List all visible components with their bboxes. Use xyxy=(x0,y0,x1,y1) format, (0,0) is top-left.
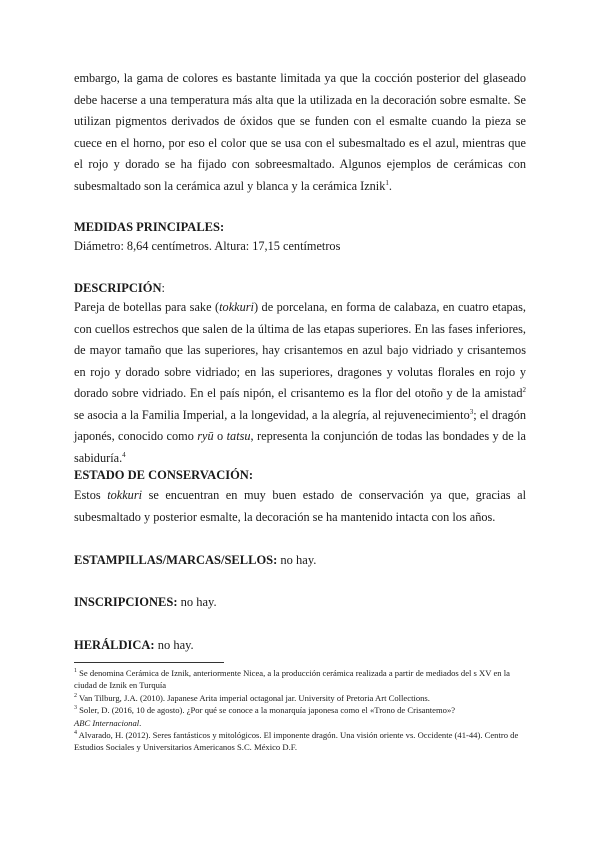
footnote-4: $^4$ Alvarado, H. (2012). Seres fantásticos y mitológicos. El imponente dragón. Una visión oriente vs. Occidente (41-44). Centro de Estudios Sociales y Universitarios Americanos S.C. México D.F. xyxy=(74,730,519,753)
estado-heading: ESTADO DE CONSERVACIÓN: xyxy=(74,468,253,482)
footnotes xyxy=(74,667,530,754)
footnote-ref-2[interactable]: 2 xyxy=(522,385,526,394)
inscripciones-line: INSCRIPCIONES: no hay. xyxy=(74,595,217,609)
heraldica-line: HERÁLDICA: no hay. xyxy=(74,638,194,652)
medidas-text: Diámetro: 8,64 centímetros. Altura: 17,15 centímetros xyxy=(74,239,341,253)
footnote-1: $^1$ Se denomina Cerámica de Iznik, anteriormente Nicea, a la producción cerámica realizada a partir de mediados del s XV en la ciudad de Iznik en Turquía xyxy=(74,668,510,691)
estampillas-line: ESTAMPILLAS/MARCAS/SELLOS: no hay. xyxy=(74,553,317,567)
footnote-ref-4[interactable]: 4 xyxy=(122,450,126,459)
medidas-heading: MEDIDAS PRINCIPALES: xyxy=(74,220,225,234)
intro-paragraph: embargo, la gama de colores es bastante limitada ya que la cocción posterior del glaseado debe hacerse a una temperatura más alta que la utilizada en la decoración sobre esmalte. Se utilizan pigmentos derivados de óxidos que se funden con el esmalte cuando la pieza se cuece en el horno, por eso el color que se usa con el subesmaltado es el azul, mientras que el rojo y dorado se ha fijado con sobreesmaltado. Algunos ejemplos de cerámicas con subesmaltado son la cerámica azul y blanca y la cerámica Iznik$^1$. xyxy=(74,71,526,193)
footnote-ref-1[interactable]: 1 xyxy=(385,178,389,187)
estado-paragraph: Estos tokkuri se encuentran en muy buen estado de conservación ya que, gracias al subesmaltado y posterior esmalte, la decoración se ha mantenido intacta con los años. xyxy=(74,488,526,524)
descripcion-heading: DESCRIPCIÓN: xyxy=(74,281,165,295)
footnote-ref-3[interactable]: 3 xyxy=(469,407,474,416)
descripcion-paragraph: Pareja de botellas para sake (tokkuri) de porcelana, en forma de calabaza, en cuatro etapas, con cuellos estrechos que salen de la última de las etapas superiores. En las fases inferiores, de mayor tamaño que las superiores, hay crisantemos en azul bajo vidriado y crisantemos en rojo y dorado sobre vidriado; en las superiores, dragones y volutas florales en rojo y dorado sobre vidriado. En el país nipón, el crisantemo es la flor del otoño y de la amistad$^2$ se asocia a la Familia Imperial, a la longevidad, a la alegría, al rejuvenecimiento$^3$; el dragón japonés, conocido como ryū o tatsu, representa la conjunción de todas las bondades y de la sabiduría.$^4$ xyxy=(74,300,526,465)
footnote-3: $^3$ Soler, D. (2016, 10 de agosto). ¿Por qué se conoce a la monarquía japonesa como el «Trono de Crisantemo»? ABC Internacional. xyxy=(74,705,456,728)
footnote-separator xyxy=(74,662,224,663)
footnote-2: $^2$ Van Tilburg, J.A. (2010). Japanese Arita imperial octagonal jar. University of Pretoria Art Collections. xyxy=(74,692,430,703)
